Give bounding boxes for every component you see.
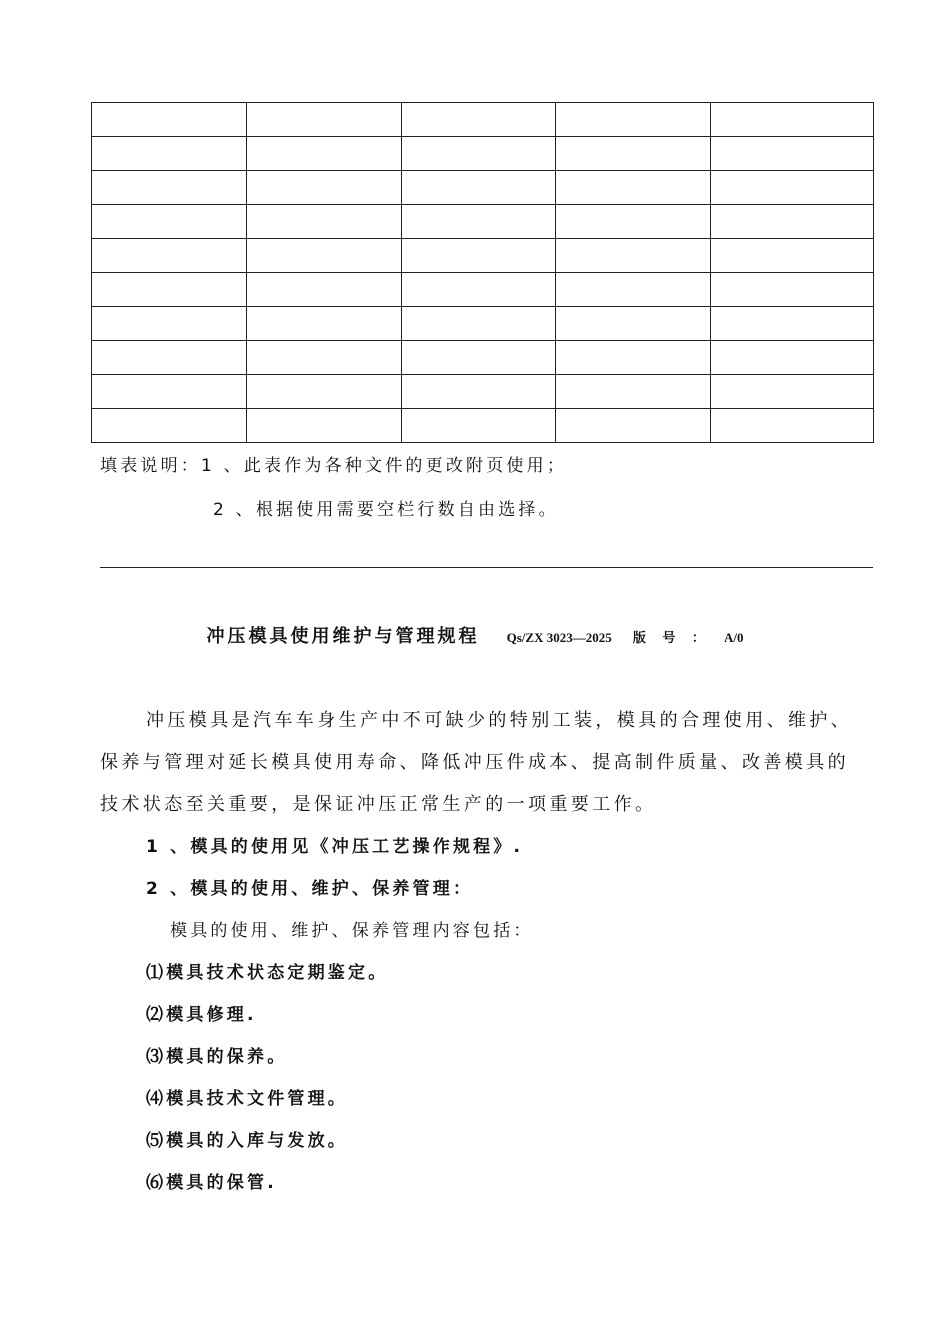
- table-cell: [247, 409, 402, 443]
- table-cell: [711, 171, 874, 205]
- document-header: [0, 622, 950, 648]
- table-row: [92, 375, 874, 409]
- section-1-heading: 1 、模具的使用见《冲压工艺操作规程》.: [146, 837, 524, 857]
- table-cell: [247, 239, 402, 273]
- table-cell: [247, 171, 402, 205]
- table-row: [92, 239, 874, 273]
- list-item: ⑵模具修理.: [146, 1005, 257, 1025]
- table-cell: [92, 409, 247, 443]
- table-cell: [711, 103, 874, 137]
- table-cell: [711, 239, 874, 273]
- table-cell: [247, 273, 402, 307]
- table-cell: [402, 137, 556, 171]
- document-title: 冲压模具使用维护与管理规程: [206, 626, 480, 647]
- version-value: A/0: [723, 630, 744, 645]
- section-divider: [100, 567, 873, 568]
- intro-paragraph: 冲压模具是汽车车身生产中不可缺少的特别工装，模具的合理使用、维护、保养与管理对延长模具使用寿命、降低冲压件成本、提高制件质量、改善模具的技术状态至关重要，是保证冲压正常生产的一项重要工作。: [100, 710, 853, 815]
- table-cell: [402, 341, 556, 375]
- table-cell: [92, 273, 247, 307]
- table-cell: [92, 341, 247, 375]
- table-cell: [402, 103, 556, 137]
- table-cell: [247, 103, 402, 137]
- section-2-intro: 模具的使用、维护、保养管理内容包括：: [170, 921, 534, 941]
- table-cell: [556, 205, 711, 239]
- list-item: ⑷模具技术文件管理。: [146, 1089, 348, 1109]
- table-cell: [556, 341, 711, 375]
- table-cell: [556, 307, 711, 341]
- version-label: 版 号 ：: [632, 631, 711, 646]
- table-cell: [92, 171, 247, 205]
- table-cell: [247, 375, 402, 409]
- revision-record-table: [91, 102, 874, 443]
- table-cell: [556, 409, 711, 443]
- table-cell: [247, 205, 402, 239]
- table-cell: [402, 307, 556, 341]
- document-code: Qs/ZX 3023—2025: [506, 630, 612, 645]
- table-cell: [247, 341, 402, 375]
- table-cell: [556, 171, 711, 205]
- table-cell: [556, 137, 711, 171]
- table-cell: [556, 375, 711, 409]
- table-cell: [92, 137, 247, 171]
- list-item: ⑴模具技术状态定期鉴定。: [146, 963, 389, 983]
- table-cell: [711, 137, 874, 171]
- table-cell: [402, 375, 556, 409]
- table-row: [92, 205, 874, 239]
- table-cell: [247, 307, 402, 341]
- table-cell: [556, 273, 711, 307]
- table-cell: [92, 375, 247, 409]
- fill-note-line-2: 2 、根据使用需要空栏行数自由选择。: [213, 500, 559, 520]
- table-row: [92, 137, 874, 171]
- table-cell: [92, 205, 247, 239]
- table-cell: [711, 375, 874, 409]
- table-cell: [711, 273, 874, 307]
- table-cell: [92, 307, 247, 341]
- fill-note-line-1: 填表说明：1 、此表作为各种文件的更改附页使用；: [100, 456, 568, 476]
- table-cell: [711, 205, 874, 239]
- section-2-heading: 2 、模具的使用、维护、保养管理：: [146, 879, 474, 899]
- table-row: [92, 307, 874, 341]
- list-item: ⑸模具的入库与发放。: [146, 1131, 348, 1151]
- table-cell: [711, 307, 874, 341]
- table-cell: [556, 103, 711, 137]
- table-cell: [402, 409, 556, 443]
- table-cell: [92, 239, 247, 273]
- table-cell: [556, 239, 711, 273]
- table-row: [92, 103, 874, 137]
- table-cell: [402, 239, 556, 273]
- table-row: [92, 409, 874, 443]
- table-row: [92, 341, 874, 375]
- table-cell: [711, 409, 874, 443]
- table-row: [92, 171, 874, 205]
- table-cell: [711, 341, 874, 375]
- table-cell: [247, 137, 402, 171]
- table-cell: [92, 103, 247, 137]
- table-row: [92, 273, 874, 307]
- table-cell: [402, 171, 556, 205]
- table-cell: [402, 273, 556, 307]
- table-cell: [402, 205, 556, 239]
- list-item: ⑶模具的保养。: [146, 1047, 288, 1067]
- list-item: ⑹模具的保管.: [146, 1173, 277, 1193]
